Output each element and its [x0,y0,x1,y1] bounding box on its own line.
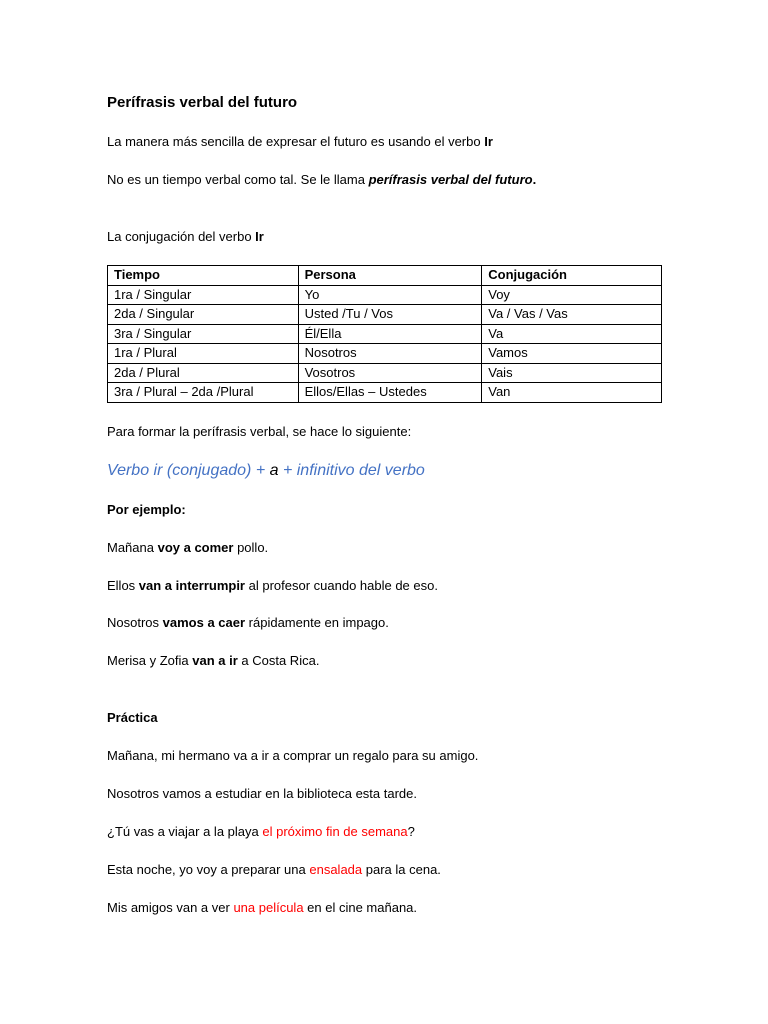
table-header-persona: Persona [298,266,482,286]
example-text-bold: vamos a caer [162,615,246,630]
table-row [108,363,662,383]
page-title: Perífrasis verbal del futuro [107,94,298,111]
example-line [107,577,438,595]
table-cell-persona: Vosotros [298,363,482,383]
table-cell-conjugacion: Voy [482,285,662,305]
example-line [107,614,389,632]
formation-formula [107,461,425,481]
table-header-tiempo: Tiempo [108,266,299,286]
practice-line [107,861,441,879]
table-cell-persona: Yo [298,285,482,305]
example-text-bold: voy a comer [157,540,234,555]
table-cell-conjugacion: Vais [482,363,662,383]
practice-text-before: Mis amigos van a ver [107,900,234,915]
examples-heading: Por ejemplo: [107,502,186,517]
formula-part-3: + infinitivo del verbo [278,462,425,479]
formula-part-2: a [269,462,279,479]
practice-heading: Práctica [107,710,158,725]
intro-line-1-bold: Ir [484,134,493,149]
table-cell-tiempo: 3ra / Plural – 2da /Plural [108,383,299,403]
intro-line-3-text: La conjugación del verbo [107,229,256,244]
table-row [108,383,662,403]
table-cell-conjugacion: Va / Vas / Vas [482,305,662,325]
example-text-before: Ellos [107,578,139,593]
example-text-bold: van a interrumpir [138,578,245,593]
table-cell-persona: Ellos/Ellas – Ustedes [298,383,482,403]
table-cell-conjugacion: Van [482,383,662,403]
intro-line-1-text: La manera más sencilla de expresar el futuro es usando el verbo [107,134,485,149]
intro-line-2-end: . [532,172,537,187]
intro-line-2-text: No es un tiempo verbal como tal. Se le llama [107,172,369,187]
table-cell-tiempo: 3ra / Singular [108,324,299,344]
table-cell-tiempo: 2da / Singular [108,305,299,325]
practice-text-highlight: una película [233,900,304,915]
table-cell-tiempo: 2da / Plural [108,363,299,383]
practice-text-after: para la cena. [362,862,441,877]
intro-line-2 [107,171,536,189]
table-cell-conjugacion: Va [482,324,662,344]
example-text-after: al profesor cuando hable de eso. [245,578,438,593]
example-text-after: pollo. [233,540,269,555]
example-line [107,539,268,557]
table-cell-tiempo: 1ra / Singular [108,285,299,305]
example-text-after: rápidamente en impago. [245,615,389,630]
practice-text-before: ¿Tú vas a viajar a la playa [107,824,263,839]
intro-line-1 [107,133,493,151]
formation-text: Para formar la perífrasis verbal, se hace lo siguiente: [107,424,412,439]
example-line [107,652,319,670]
formula-part-1: Verbo ir (conjugado) + [107,462,270,479]
practice-line [107,823,415,841]
example-text-before: Mañana [107,540,158,555]
example-text-before: Nosotros [107,615,163,630]
practice-line [107,747,478,765]
example-text-before: Merisa y Zofia [107,653,193,668]
practice-text: Nosotros vamos a estudiar en la biblioteca esta tarde. [107,786,418,801]
table-row [108,324,662,344]
practice-text-before: Esta noche, yo voy a preparar una [107,862,310,877]
table-cell-conjugacion: Vamos [482,344,662,364]
practice-line [107,785,417,803]
table-cell-tiempo: 1ra / Plural [108,344,299,364]
intro-line-2-bold: perífrasis verbal del futuro [368,172,533,187]
practice-text-after: en el cine mañana. [303,900,418,915]
practice-line [107,899,417,917]
table-cell-persona: Usted /Tu / Vos [298,305,482,325]
table-row [108,305,662,325]
table-header-row [108,266,662,286]
table-row [108,285,662,305]
table-cell-persona: Nosotros [298,344,482,364]
practice-text-highlight: ensalada [309,862,363,877]
table-cell-persona: Él/Ella [298,324,482,344]
practice-text-highlight: el próximo fin de semana [262,824,408,839]
intro-line-3-bold: Ir [255,229,264,244]
table-row [108,344,662,364]
example-text-after: a Costa Rica. [237,653,320,668]
practice-text: Mañana, mi hermano va a ir a comprar un regalo para su amigo. [107,748,479,763]
conjugation-table [107,265,662,403]
practice-text-after: ? [407,824,415,839]
example-text-bold: van a ir [192,653,238,668]
intro-line-3 [107,228,264,246]
table-header-conjugacion: Conjugación [482,266,662,286]
